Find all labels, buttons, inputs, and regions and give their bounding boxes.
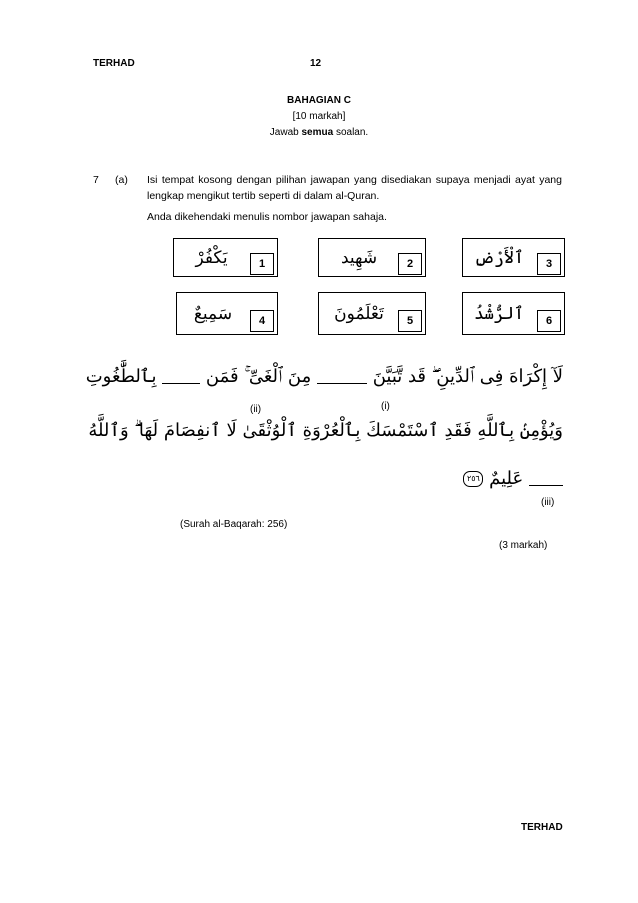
choice-number: 1 [250,253,274,275]
footer-right: TERHAD [521,822,563,833]
choice-word: ٱلْأَرْضِ [474,248,524,268]
choice-number: 2 [398,253,422,275]
instruction-bold: semua [301,127,334,138]
blank-iii [529,485,563,486]
section-instruction [0,125,638,141]
choice-box-3 [462,238,565,277]
section-heading [0,93,638,141]
page-number: 12 [310,58,322,69]
blank-label-ii: (ii) [250,404,262,415]
verse-segment: مِنَ ٱلْغَىِّ ۚ فَمَن [205,366,312,387]
blank-label-iii: (iii) [541,497,555,508]
choice-box-6 [462,292,565,335]
instruction-post: soalan. [333,127,369,138]
choice-word: سَمِيعٌ [193,303,233,324]
instruction-pre: Jawab [269,127,302,138]
choice-word: يَكْفُرْ [195,247,228,268]
choice-number: 4 [250,310,274,332]
ayah-number: ٢٥٦ [463,471,483,487]
blank-i [317,383,367,384]
blank-label-i: (i) [381,401,390,412]
question-marks: (3 markah) [499,540,548,551]
question-number: 7 [93,174,99,186]
section-title: BAHAGIAN C [287,95,351,106]
question-instruction: Anda dikehendaki menulis nombor jawapan sahaja. [147,211,387,223]
question-text: Isi tempat kosong dengan pilihan jawapan yang disediakan supaya menjadi ayat yang lengkap mengikut tertib seperti di dalam al-Quran. [147,174,562,202]
choice-word: ٱلرُّشْدُ [474,304,524,324]
verse-line-3 [363,468,563,489]
verse-line-2: وَيُؤْمِنۢ بِٱللَّهِ فَقَدِ ٱسْتَمْسَكَ بِٱلْعُرْوَةِ ٱلْوُثْقَىٰ لَا ٱنفِصَامَ لَهَا ۗ وَٱللَّهُ [88,420,563,441]
choice-box-5 [318,292,426,335]
verse-segment: لَآ إِكْرَاهَ فِى ٱلدِّينِ ۖ قَد تَّبَيَّنَ [372,366,563,387]
section-marks: [10 markah] [292,111,346,122]
choice-word: شَهِيد [340,247,378,268]
choice-box-2 [318,238,426,277]
choice-number: 3 [537,253,561,275]
choice-box-4 [176,292,278,335]
blank-ii [162,383,200,384]
choice-number: 6 [537,310,561,332]
choice-box-1 [173,238,278,277]
choice-word: تَعْلَمُونَ [334,303,384,324]
verse-segment: بِٱلطَّٰغُوتِ [85,366,157,387]
verse-segment: عَلِيمٌ [489,468,524,489]
header-left: TERHAD [93,58,135,69]
verse-line-1 [85,366,563,387]
question-part: (a) [115,174,128,186]
choice-number: 5 [398,310,422,332]
verse-source: (Surah al-Baqarah: 256) [180,519,288,530]
